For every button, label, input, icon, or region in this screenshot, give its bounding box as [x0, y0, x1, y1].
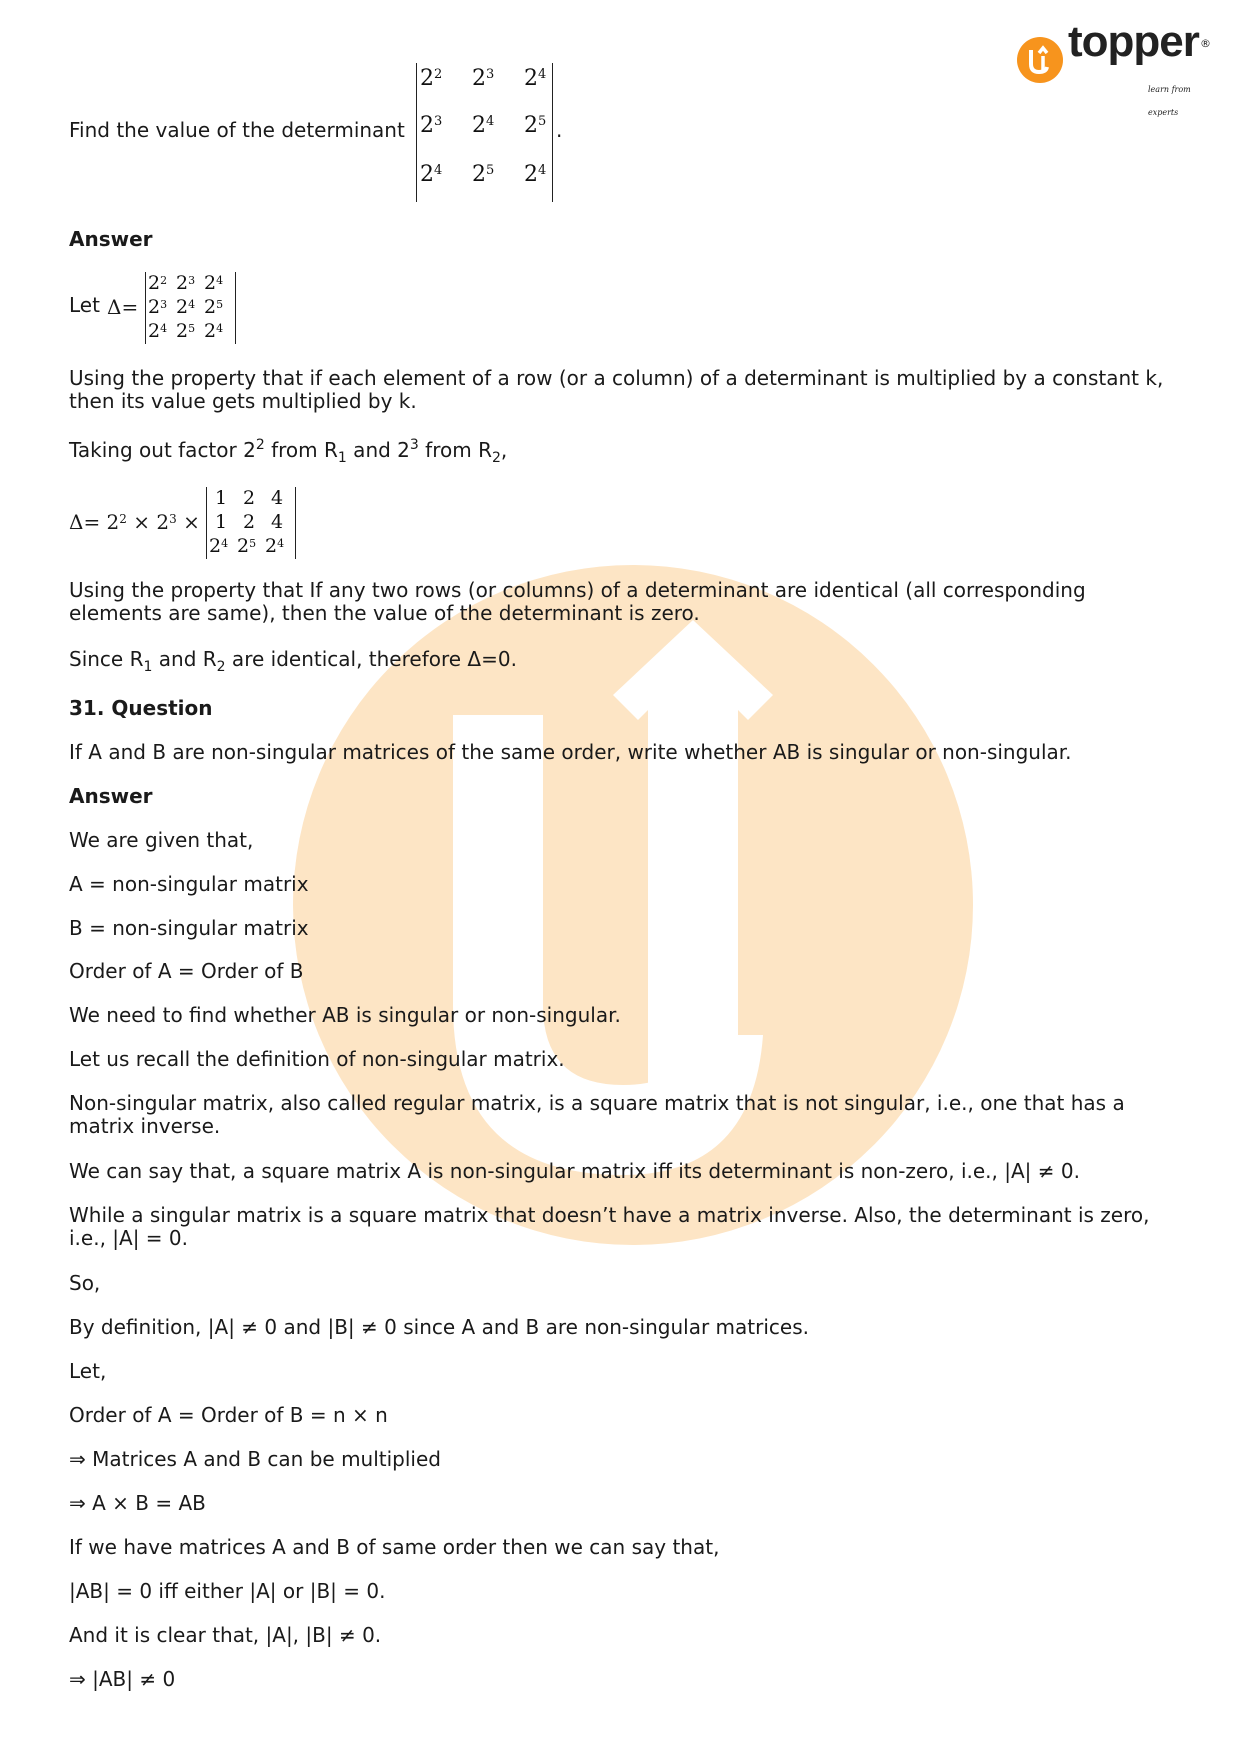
answer-line: Let us recall the definition of non-singular matrix.: [69, 1047, 565, 1071]
matrix-cell: $2^3$: [472, 66, 495, 91]
matrix-cell: $2^4$: [209, 535, 229, 557]
property-paragraph-1: Using the property that if each element of a row (or a column) of a determinant is multiplied by a constant k, then its value gets multiplied by k.: [69, 366, 1164, 413]
matrix-cell: $2^5$: [176, 320, 196, 342]
question-text: If A and B are non-singular matrices of the same order, write whether AB is singular or non-singular.: [69, 740, 1072, 764]
matrix-cell: 2: [243, 487, 256, 509]
matrix-cell: $2^2$: [420, 66, 443, 91]
matrix-cell: 4: [271, 511, 284, 533]
answer-line: ⇒ |AB| ≠ 0: [69, 1667, 176, 1691]
answer-line: Order of A = Order of B = n × n: [69, 1403, 388, 1427]
answer-line: So,: [69, 1271, 101, 1295]
factor-determinant: [206, 487, 296, 559]
delta-equals: Δ=: [107, 295, 139, 319]
brand-logo: [1016, 17, 1212, 117]
let-determinant: [145, 272, 236, 344]
matrix-cell: $2^2$: [148, 272, 168, 294]
answer-line: We can say that, a square matrix A is non-singular matrix iff its determinant is non-zero, i.e., |A| ≠ 0.: [69, 1159, 1080, 1183]
matrix-cell: $2^4$: [148, 320, 168, 342]
determinant-right-bar: [235, 272, 236, 344]
answer-line: ⇒ A × B = AB: [69, 1491, 206, 1515]
answer-line: We are given that,: [69, 828, 254, 852]
matrix-cell: $2^4$: [420, 162, 443, 187]
q30-determinant: [416, 63, 553, 202]
matrix-cell: $2^5$: [237, 535, 257, 557]
answer-line: And it is clear that, |A|, |B| ≠ 0.: [69, 1623, 382, 1647]
matrix-cell: $2^4$: [472, 113, 495, 138]
answer-line: B = non-singular matrix: [69, 916, 309, 940]
matrix-cell: 1: [215, 511, 228, 533]
q30-prompt-end: .: [556, 118, 563, 142]
matrix-cell: $2^4$: [524, 162, 547, 187]
determinant-right-bar: [295, 487, 296, 559]
matrix-cell: $2^4$: [176, 296, 196, 318]
answer-line: A = non-singular matrix: [69, 872, 309, 896]
answer-line: We need to find whether AB is singular or non-singular.: [69, 1003, 621, 1027]
brand-logo-icon: [1016, 36, 1064, 84]
taking-factor-line: Taking out factor $2^2$ from $R_1$ and $2^3$ from $R_2$,: [69, 437, 508, 466]
matrix-cell: 1: [215, 487, 228, 509]
question-heading: 31. Question: [69, 696, 213, 720]
matrix-cell: $2^3$: [148, 296, 168, 318]
matrix-cell: $2^5$: [524, 113, 547, 138]
since-identical-line: Since $R_1$ and $R_2$ are identical, therefore Δ=0.: [69, 647, 517, 675]
matrix-cell: $2^4$: [265, 535, 285, 557]
answer-line: If we have matrices A and B of same order then we can say that,: [69, 1535, 720, 1559]
matrix-cell: $2^5$: [204, 296, 224, 318]
matrix-cell: $2^4$: [204, 272, 224, 294]
determinant-left-bar: [416, 63, 417, 202]
matrix-cell: 4: [271, 487, 284, 509]
matrix-cell: 2: [243, 511, 256, 533]
let-label: Let: [69, 293, 100, 317]
brand-tagline: learn from experts: [1148, 85, 1191, 117]
answer-line: Non-singular matrix, also called regular matrix, is a square matrix that is not singular, i.e., one that has a matrix inverse.: [69, 1091, 1125, 1138]
answer-line: ⇒ Matrices A and B can be multiplied: [69, 1447, 441, 1471]
factor-equation: $\Delta= 2^2 \times 2^3$ ×: [69, 510, 200, 534]
brand-name: topper: [1068, 17, 1199, 66]
brand-registered: ®: [1200, 37, 1211, 50]
determinant-right-bar: [552, 63, 553, 202]
determinant-left-bar: [145, 272, 146, 344]
answer-line: Let,: [69, 1359, 107, 1383]
matrix-cell: $2^3$: [176, 272, 196, 294]
matrix-cell: $2^3$: [420, 113, 443, 138]
determinant-left-bar: [206, 487, 207, 559]
answer-line: Order of A = Order of B: [69, 959, 304, 983]
q30-prompt: Find the value of the determinant: [69, 118, 405, 142]
property-paragraph-2: Using the property that If any two rows (or columns) of a determinant are identical (all corresponding elements are same), then the value of the determinant is zero.: [69, 578, 1086, 625]
matrix-cell: $2^5$: [472, 162, 495, 187]
answer-line: By definition, |A| ≠ 0 and |B| ≠ 0 since A and B are non-singular matrices.: [69, 1315, 809, 1339]
answer-line: |AB| = 0 iff either |A| or |B| = 0.: [69, 1579, 386, 1603]
answer-line: While a singular matrix is a square matrix that doesn’t have a matrix inverse. Also, the determinant is zero, i.e., |A| = 0.: [69, 1203, 1150, 1250]
matrix-cell: $2^4$: [204, 320, 224, 342]
answer-label: Answer: [69, 784, 153, 808]
answer-label: Answer: [69, 227, 153, 251]
matrix-cell: $2^4$: [524, 66, 547, 91]
